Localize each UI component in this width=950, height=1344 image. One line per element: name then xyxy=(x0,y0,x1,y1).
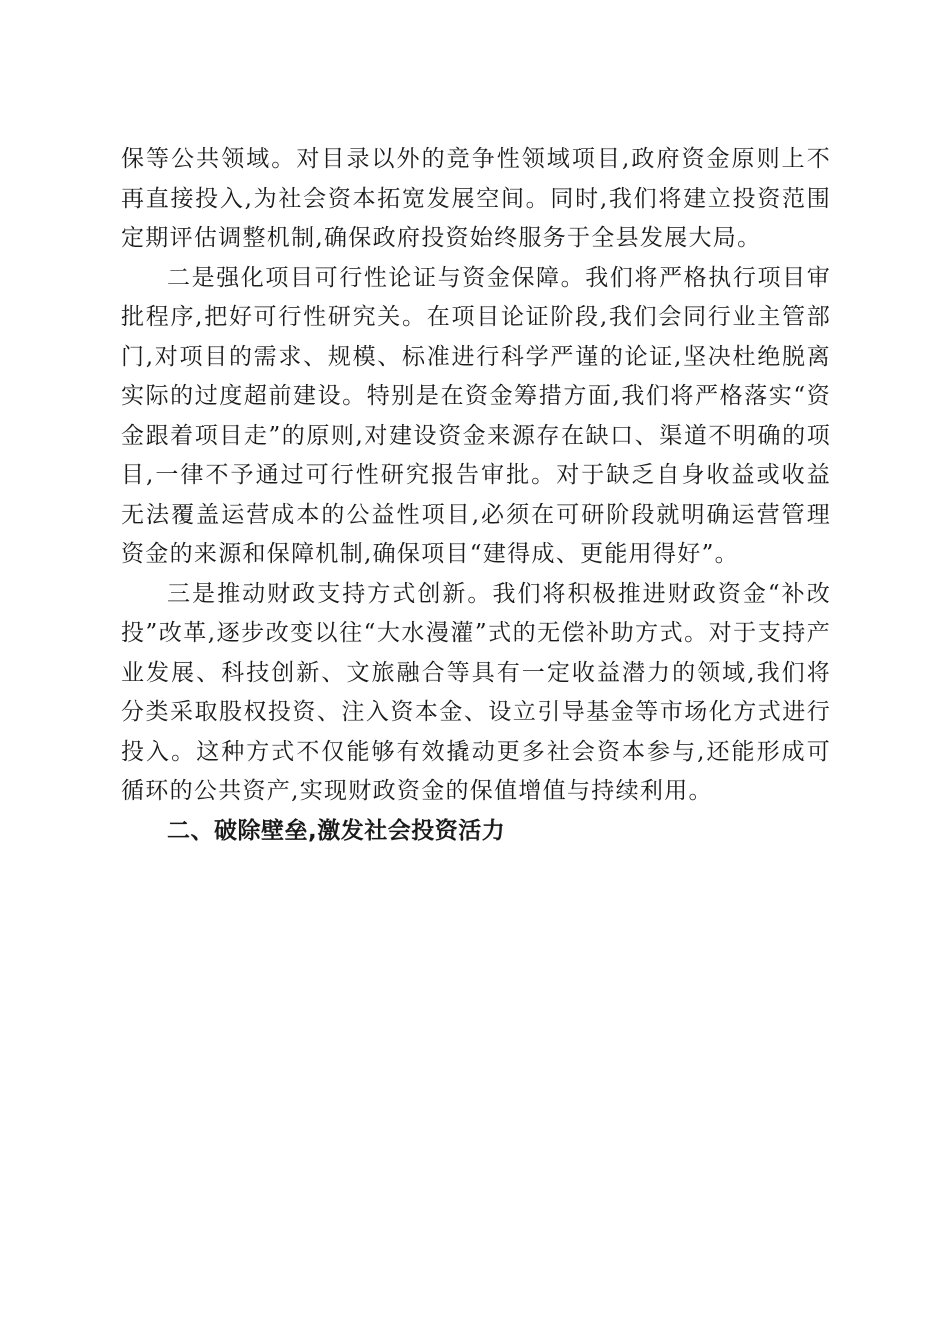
document-body xyxy=(121,140,831,851)
paragraph-continuation: 保等公共领域。对目录以外的竞争性领域项目,政府资金原则上不再直接投入,为社会资本拓宽发展空间。同时,我们将建立投资范围定期评估调整机制,确保政府投资始终服务于全县发展大局。 xyxy=(121,146,831,251)
paragraph-project-feasibility: 二是强化项目可行性论证与资金保障。我们将严格执行项目审批程序,把好可行性研究关。在项目论证阶段,我们会同行业主管部门,对项目的需求、规模、标准进行科学严谨的论证,坚决杜绝脱离实际的过度超前建设。特别是在资金筹措方面,我们将严格落实“资金跟着项目走”的原则,对建设资金来源存在缺口、渠道不明确的项目,一律不予通过可行性研究报告审批。对于缺乏自身收益或收益无法覆盖运营成本的公益性项目,必须在可研阶段就明确运营管理资金的来源和保障机制,确保项目“建得成、更能用得好”。 xyxy=(121,264,831,567)
section-heading: 二、破除壁垒,激发社会投资活力 xyxy=(167,817,506,844)
paragraph-fiscal-support-innovation: 三是推动财政支持方式创新。我们将积极推进财政资金“补改投”改革,逐步改变以往“大水漫灌”式的无偿补助方式。对于支持产业发展、科技创新、文旅融合等具有一定收益潜力的领域,我们将分类采取股权投资、注入资本金、设立引导基金等市场化方式进行投入。这种方式不仅能够有效撬动更多社会资本参与,还能形成可循环的公共资产,实现财政资金的保值增值与持续利用。 xyxy=(121,580,831,804)
